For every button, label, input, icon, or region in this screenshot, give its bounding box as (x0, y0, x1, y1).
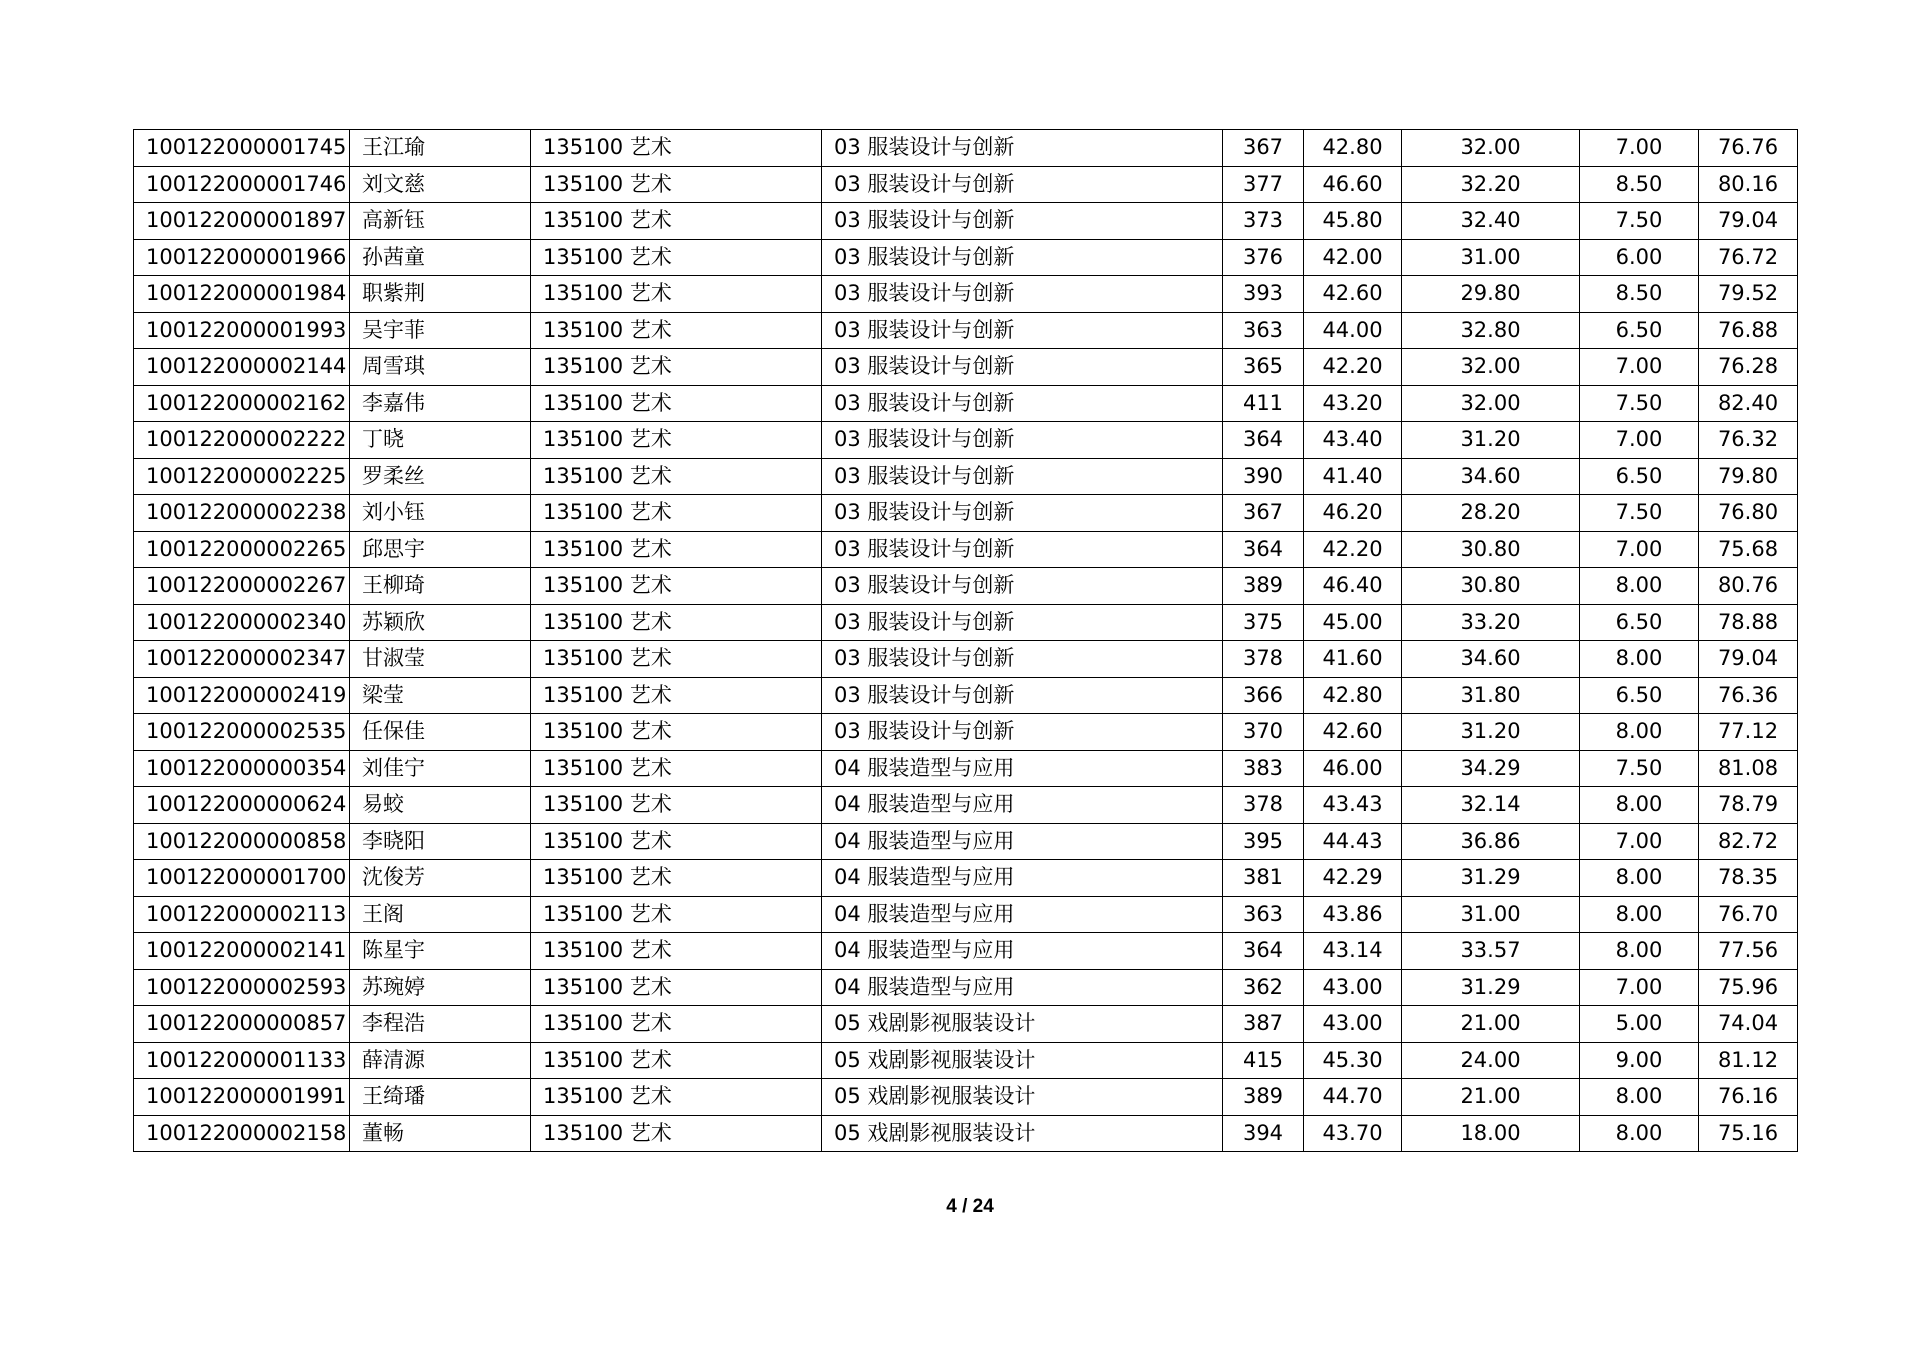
score-c-cell: 7.00 (1580, 349, 1699, 386)
table-row (134, 531, 1798, 568)
score-b-cell: 31.29 (1402, 969, 1580, 1006)
score-b-cell: 33.57 (1402, 933, 1580, 970)
score-a-cell: 42.60 (1304, 276, 1402, 313)
direction-cell: 03 服装设计与创新 (822, 312, 1223, 349)
direction-cell: 04 服装造型与应用 (822, 823, 1223, 860)
total-score-cell: 82.72 (1699, 823, 1798, 860)
initial-score-cell: 365 (1223, 349, 1304, 386)
initial-score-cell: 364 (1223, 933, 1304, 970)
table-row (134, 1042, 1798, 1079)
table-row (134, 896, 1798, 933)
score-b-cell: 31.00 (1402, 896, 1580, 933)
name-cell: 刘文慈 (350, 166, 531, 203)
major-cell: 135100 艺术 (531, 823, 822, 860)
initial-score-cell: 370 (1223, 714, 1304, 751)
initial-score-cell: 373 (1223, 203, 1304, 240)
score-b-cell: 32.00 (1402, 349, 1580, 386)
table-row (134, 203, 1798, 240)
score-a-cell: 42.00 (1304, 239, 1402, 276)
major-cell: 135100 艺术 (531, 933, 822, 970)
exam-id-cell: 100122000000624 (134, 787, 350, 824)
direction-cell: 05 戏剧影视服装设计 (822, 1042, 1223, 1079)
initial-score-cell: 389 (1223, 1079, 1304, 1116)
score-a-cell: 45.00 (1304, 604, 1402, 641)
score-a-cell: 44.43 (1304, 823, 1402, 860)
name-cell: 周雪琪 (350, 349, 531, 386)
score-a-cell: 45.80 (1304, 203, 1402, 240)
score-b-cell: 31.80 (1402, 677, 1580, 714)
total-score-cell: 79.04 (1699, 641, 1798, 678)
score-a-cell: 44.70 (1304, 1079, 1402, 1116)
table-row (134, 1079, 1798, 1116)
direction-cell: 03 服装设计与创新 (822, 239, 1223, 276)
table-row (134, 787, 1798, 824)
total-score-cell: 78.88 (1699, 604, 1798, 641)
major-cell: 135100 艺术 (531, 276, 822, 313)
total-score-cell: 74.04 (1699, 1006, 1798, 1043)
score-a-cell: 46.60 (1304, 166, 1402, 203)
score-b-cell: 36.86 (1402, 823, 1580, 860)
score-a-cell: 43.70 (1304, 1115, 1402, 1152)
total-score-cell: 76.70 (1699, 896, 1798, 933)
score-c-cell: 7.50 (1580, 750, 1699, 787)
score-c-cell: 6.50 (1580, 458, 1699, 495)
major-cell: 135100 艺术 (531, 312, 822, 349)
score-b-cell: 31.00 (1402, 239, 1580, 276)
exam-id-cell: 100122000001700 (134, 860, 350, 897)
major-cell: 135100 艺术 (531, 896, 822, 933)
total-score-cell: 78.35 (1699, 860, 1798, 897)
name-cell: 李嘉伟 (350, 385, 531, 422)
table-body (134, 130, 1798, 1152)
total-score-cell: 79.52 (1699, 276, 1798, 313)
exam-id-cell: 100122000002340 (134, 604, 350, 641)
major-cell: 135100 艺术 (531, 385, 822, 422)
score-b-cell: 29.80 (1402, 276, 1580, 313)
direction-cell: 03 服装设计与创新 (822, 531, 1223, 568)
initial-score-cell: 378 (1223, 787, 1304, 824)
score-b-cell: 32.80 (1402, 312, 1580, 349)
table-row (134, 933, 1798, 970)
major-cell: 135100 艺术 (531, 531, 822, 568)
score-a-cell: 43.43 (1304, 787, 1402, 824)
score-a-cell: 42.20 (1304, 349, 1402, 386)
score-c-cell: 7.50 (1580, 385, 1699, 422)
score-a-cell: 46.20 (1304, 495, 1402, 532)
major-cell: 135100 艺术 (531, 1006, 822, 1043)
score-c-cell: 6.50 (1580, 677, 1699, 714)
exam-id-cell: 100122000002535 (134, 714, 350, 751)
name-cell: 孙茜童 (350, 239, 531, 276)
score-b-cell: 18.00 (1402, 1115, 1580, 1152)
score-a-cell: 43.40 (1304, 422, 1402, 459)
total-score-cell: 79.80 (1699, 458, 1798, 495)
score-c-cell: 8.00 (1580, 1115, 1699, 1152)
direction-cell: 03 服装设计与创新 (822, 130, 1223, 167)
direction-cell: 03 服装设计与创新 (822, 276, 1223, 313)
direction-cell: 05 戏剧影视服装设计 (822, 1006, 1223, 1043)
name-cell: 董畅 (350, 1115, 531, 1152)
table-row (134, 385, 1798, 422)
score-c-cell: 8.50 (1580, 166, 1699, 203)
exam-id-cell: 100122000001133 (134, 1042, 350, 1079)
score-c-cell: 7.00 (1580, 531, 1699, 568)
table-row (134, 130, 1798, 167)
name-cell: 王阁 (350, 896, 531, 933)
exam-id-cell: 100122000001746 (134, 166, 350, 203)
score-c-cell: 8.50 (1580, 276, 1699, 313)
name-cell: 职紫荆 (350, 276, 531, 313)
table-row (134, 568, 1798, 605)
exam-id-cell: 100122000001966 (134, 239, 350, 276)
score-a-cell: 41.60 (1304, 641, 1402, 678)
initial-score-cell: 387 (1223, 1006, 1304, 1043)
score-b-cell: 32.14 (1402, 787, 1580, 824)
score-c-cell: 7.50 (1580, 203, 1699, 240)
total-score-cell: 78.79 (1699, 787, 1798, 824)
major-cell: 135100 艺术 (531, 203, 822, 240)
score-a-cell: 44.00 (1304, 312, 1402, 349)
direction-cell: 05 戏剧影视服装设计 (822, 1079, 1223, 1116)
name-cell: 易蛟 (350, 787, 531, 824)
score-table (133, 129, 1798, 1152)
direction-cell: 04 服装造型与应用 (822, 969, 1223, 1006)
score-c-cell: 8.00 (1580, 1079, 1699, 1116)
direction-cell: 03 服装设计与创新 (822, 203, 1223, 240)
total-score-cell: 76.28 (1699, 349, 1798, 386)
exam-id-cell: 100122000002238 (134, 495, 350, 532)
exam-id-cell: 100122000002265 (134, 531, 350, 568)
initial-score-cell: 364 (1223, 531, 1304, 568)
total-score-cell: 80.16 (1699, 166, 1798, 203)
score-c-cell: 6.50 (1580, 604, 1699, 641)
initial-score-cell: 393 (1223, 276, 1304, 313)
total-score-cell: 75.68 (1699, 531, 1798, 568)
table-row (134, 1006, 1798, 1043)
table-row (134, 276, 1798, 313)
score-b-cell: 30.80 (1402, 531, 1580, 568)
score-b-cell: 21.00 (1402, 1079, 1580, 1116)
direction-cell: 03 服装设计与创新 (822, 349, 1223, 386)
score-a-cell: 43.86 (1304, 896, 1402, 933)
table-row (134, 349, 1798, 386)
score-b-cell: 32.20 (1402, 166, 1580, 203)
score-a-cell: 46.00 (1304, 750, 1402, 787)
score-c-cell: 8.00 (1580, 568, 1699, 605)
table-row (134, 1115, 1798, 1152)
initial-score-cell: 383 (1223, 750, 1304, 787)
name-cell: 高新钰 (350, 203, 531, 240)
table-row (134, 969, 1798, 1006)
total-score-cell: 77.56 (1699, 933, 1798, 970)
table-row (134, 312, 1798, 349)
table-row (134, 422, 1798, 459)
initial-score-cell: 411 (1223, 385, 1304, 422)
score-b-cell: 32.00 (1402, 385, 1580, 422)
total-score-cell: 82.40 (1699, 385, 1798, 422)
table-row (134, 495, 1798, 532)
score-a-cell: 42.60 (1304, 714, 1402, 751)
table-row (134, 166, 1798, 203)
exam-id-cell: 100122000001991 (134, 1079, 350, 1116)
name-cell: 王柳琦 (350, 568, 531, 605)
score-c-cell: 7.50 (1580, 495, 1699, 532)
table-row (134, 714, 1798, 751)
exam-id-cell: 100122000002267 (134, 568, 350, 605)
score-a-cell: 45.30 (1304, 1042, 1402, 1079)
name-cell: 李晓阳 (350, 823, 531, 860)
initial-score-cell: 363 (1223, 312, 1304, 349)
name-cell: 李程浩 (350, 1006, 531, 1043)
score-a-cell: 42.29 (1304, 860, 1402, 897)
exam-id-cell: 100122000001984 (134, 276, 350, 313)
initial-score-cell: 389 (1223, 568, 1304, 605)
major-cell: 135100 艺术 (531, 495, 822, 532)
exam-id-cell: 100122000002225 (134, 458, 350, 495)
table-row (134, 823, 1798, 860)
name-cell: 王江瑜 (350, 130, 531, 167)
total-score-cell: 76.32 (1699, 422, 1798, 459)
direction-cell: 03 服装设计与创新 (822, 568, 1223, 605)
score-c-cell: 8.00 (1580, 714, 1699, 751)
direction-cell: 03 服装设计与创新 (822, 495, 1223, 532)
initial-score-cell: 378 (1223, 641, 1304, 678)
table-row (134, 604, 1798, 641)
initial-score-cell: 362 (1223, 969, 1304, 1006)
score-a-cell: 43.00 (1304, 1006, 1402, 1043)
score-a-cell: 43.00 (1304, 969, 1402, 1006)
total-score-cell: 77.12 (1699, 714, 1798, 751)
total-score-cell: 76.72 (1699, 239, 1798, 276)
score-a-cell: 43.20 (1304, 385, 1402, 422)
name-cell: 丁晓 (350, 422, 531, 459)
exam-id-cell: 100122000001993 (134, 312, 350, 349)
score-b-cell: 34.60 (1402, 641, 1580, 678)
total-score-cell: 81.08 (1699, 750, 1798, 787)
score-c-cell: 7.00 (1580, 823, 1699, 860)
direction-cell: 03 服装设计与创新 (822, 385, 1223, 422)
table-row (134, 641, 1798, 678)
major-cell: 135100 艺术 (531, 787, 822, 824)
score-c-cell: 8.00 (1580, 933, 1699, 970)
total-score-cell: 76.36 (1699, 677, 1798, 714)
total-score-cell: 81.12 (1699, 1042, 1798, 1079)
initial-score-cell: 375 (1223, 604, 1304, 641)
major-cell: 135100 艺术 (531, 458, 822, 495)
score-c-cell: 7.00 (1580, 969, 1699, 1006)
total-score-cell: 75.96 (1699, 969, 1798, 1006)
major-cell: 135100 艺术 (531, 568, 822, 605)
initial-score-cell: 363 (1223, 896, 1304, 933)
major-cell: 135100 艺术 (531, 677, 822, 714)
major-cell: 135100 艺术 (531, 130, 822, 167)
exam-id-cell: 100122000000354 (134, 750, 350, 787)
name-cell: 罗柔丝 (350, 458, 531, 495)
exam-id-cell: 100122000001897 (134, 203, 350, 240)
exam-id-cell: 100122000002141 (134, 933, 350, 970)
exam-id-cell: 100122000002593 (134, 969, 350, 1006)
score-a-cell: 42.80 (1304, 677, 1402, 714)
initial-score-cell: 381 (1223, 860, 1304, 897)
exam-id-cell: 100122000002113 (134, 896, 350, 933)
major-cell: 135100 艺术 (531, 641, 822, 678)
major-cell: 135100 艺术 (531, 604, 822, 641)
name-cell: 王绮璠 (350, 1079, 531, 1116)
score-b-cell: 32.40 (1402, 203, 1580, 240)
direction-cell: 04 服装造型与应用 (822, 750, 1223, 787)
initial-score-cell: 394 (1223, 1115, 1304, 1152)
initial-score-cell: 377 (1223, 166, 1304, 203)
major-cell: 135100 艺术 (531, 1115, 822, 1152)
direction-cell: 03 服装设计与创新 (822, 641, 1223, 678)
score-b-cell: 34.29 (1402, 750, 1580, 787)
score-a-cell: 42.80 (1304, 130, 1402, 167)
major-cell: 135100 艺术 (531, 166, 822, 203)
score-c-cell: 8.00 (1580, 860, 1699, 897)
total-score-cell: 76.80 (1699, 495, 1798, 532)
name-cell: 苏琬婷 (350, 969, 531, 1006)
direction-cell: 03 服装设计与创新 (822, 166, 1223, 203)
score-c-cell: 7.00 (1580, 130, 1699, 167)
major-cell: 135100 艺术 (531, 969, 822, 1006)
score-c-cell: 7.00 (1580, 422, 1699, 459)
direction-cell: 04 服装造型与应用 (822, 860, 1223, 897)
score-c-cell: 6.50 (1580, 312, 1699, 349)
major-cell: 135100 艺术 (531, 860, 822, 897)
name-cell: 甘淑莹 (350, 641, 531, 678)
major-cell: 135100 艺术 (531, 349, 822, 386)
major-cell: 135100 艺术 (531, 239, 822, 276)
initial-score-cell: 366 (1223, 677, 1304, 714)
exam-id-cell: 100122000002144 (134, 349, 350, 386)
major-cell: 135100 艺术 (531, 1042, 822, 1079)
exam-id-cell: 100122000002347 (134, 641, 350, 678)
exam-id-cell: 100122000000858 (134, 823, 350, 860)
score-b-cell: 28.20 (1402, 495, 1580, 532)
exam-id-cell: 100122000002222 (134, 422, 350, 459)
table-row (134, 677, 1798, 714)
initial-score-cell: 367 (1223, 495, 1304, 532)
name-cell: 刘小钰 (350, 495, 531, 532)
name-cell: 沈俊芳 (350, 860, 531, 897)
direction-cell: 03 服装设计与创新 (822, 458, 1223, 495)
exam-id-cell: 100122000002158 (134, 1115, 350, 1152)
initial-score-cell: 376 (1223, 239, 1304, 276)
score-b-cell: 32.00 (1402, 130, 1580, 167)
score-a-cell: 42.20 (1304, 531, 1402, 568)
score-b-cell: 34.60 (1402, 458, 1580, 495)
direction-cell: 03 服装设计与创新 (822, 677, 1223, 714)
total-score-cell: 76.88 (1699, 312, 1798, 349)
exam-id-cell: 100122000002162 (134, 385, 350, 422)
score-b-cell: 33.20 (1402, 604, 1580, 641)
score-c-cell: 9.00 (1580, 1042, 1699, 1079)
score-b-cell: 31.20 (1402, 422, 1580, 459)
name-cell: 吴宇菲 (350, 312, 531, 349)
score-b-cell: 24.00 (1402, 1042, 1580, 1079)
table-row (134, 458, 1798, 495)
exam-id-cell: 100122000002419 (134, 677, 350, 714)
score-c-cell: 5.00 (1580, 1006, 1699, 1043)
total-score-cell: 76.16 (1699, 1079, 1798, 1116)
initial-score-cell: 415 (1223, 1042, 1304, 1079)
page-number: 4 / 24 (946, 1196, 994, 1217)
score-b-cell: 31.29 (1402, 860, 1580, 897)
major-cell: 135100 艺术 (531, 750, 822, 787)
total-score-cell: 79.04 (1699, 203, 1798, 240)
total-score-cell: 76.76 (1699, 130, 1798, 167)
score-b-cell: 31.20 (1402, 714, 1580, 751)
direction-cell: 03 服装设计与创新 (822, 604, 1223, 641)
table-row (134, 239, 1798, 276)
direction-cell: 04 服装造型与应用 (822, 896, 1223, 933)
score-a-cell: 43.14 (1304, 933, 1402, 970)
direction-cell: 03 服装设计与创新 (822, 422, 1223, 459)
total-score-cell: 75.16 (1699, 1115, 1798, 1152)
initial-score-cell: 395 (1223, 823, 1304, 860)
major-cell: 135100 艺术 (531, 422, 822, 459)
total-score-cell: 80.76 (1699, 568, 1798, 605)
name-cell: 刘佳宁 (350, 750, 531, 787)
score-b-cell: 30.80 (1402, 568, 1580, 605)
major-cell: 135100 艺术 (531, 714, 822, 751)
score-a-cell: 41.40 (1304, 458, 1402, 495)
direction-cell: 04 服装造型与应用 (822, 787, 1223, 824)
major-cell: 135100 艺术 (531, 1079, 822, 1116)
name-cell: 梁莹 (350, 677, 531, 714)
direction-cell: 03 服装设计与创新 (822, 714, 1223, 751)
table-row (134, 860, 1798, 897)
score-a-cell: 46.40 (1304, 568, 1402, 605)
table-row (134, 750, 1798, 787)
score-c-cell: 8.00 (1580, 641, 1699, 678)
name-cell: 薛清源 (350, 1042, 531, 1079)
initial-score-cell: 390 (1223, 458, 1304, 495)
exam-id-cell: 100122000000857 (134, 1006, 350, 1043)
score-c-cell: 6.00 (1580, 239, 1699, 276)
score-b-cell: 21.00 (1402, 1006, 1580, 1043)
name-cell: 邱思宇 (350, 531, 531, 568)
initial-score-cell: 367 (1223, 130, 1304, 167)
direction-cell: 05 戏剧影视服装设计 (822, 1115, 1223, 1152)
exam-id-cell: 100122000001745 (134, 130, 350, 167)
initial-score-cell: 364 (1223, 422, 1304, 459)
score-c-cell: 8.00 (1580, 787, 1699, 824)
name-cell: 苏颖欣 (350, 604, 531, 641)
direction-cell: 04 服装造型与应用 (822, 933, 1223, 970)
name-cell: 陈星宇 (350, 933, 531, 970)
score-c-cell: 8.00 (1580, 896, 1699, 933)
name-cell: 任保佳 (350, 714, 531, 751)
